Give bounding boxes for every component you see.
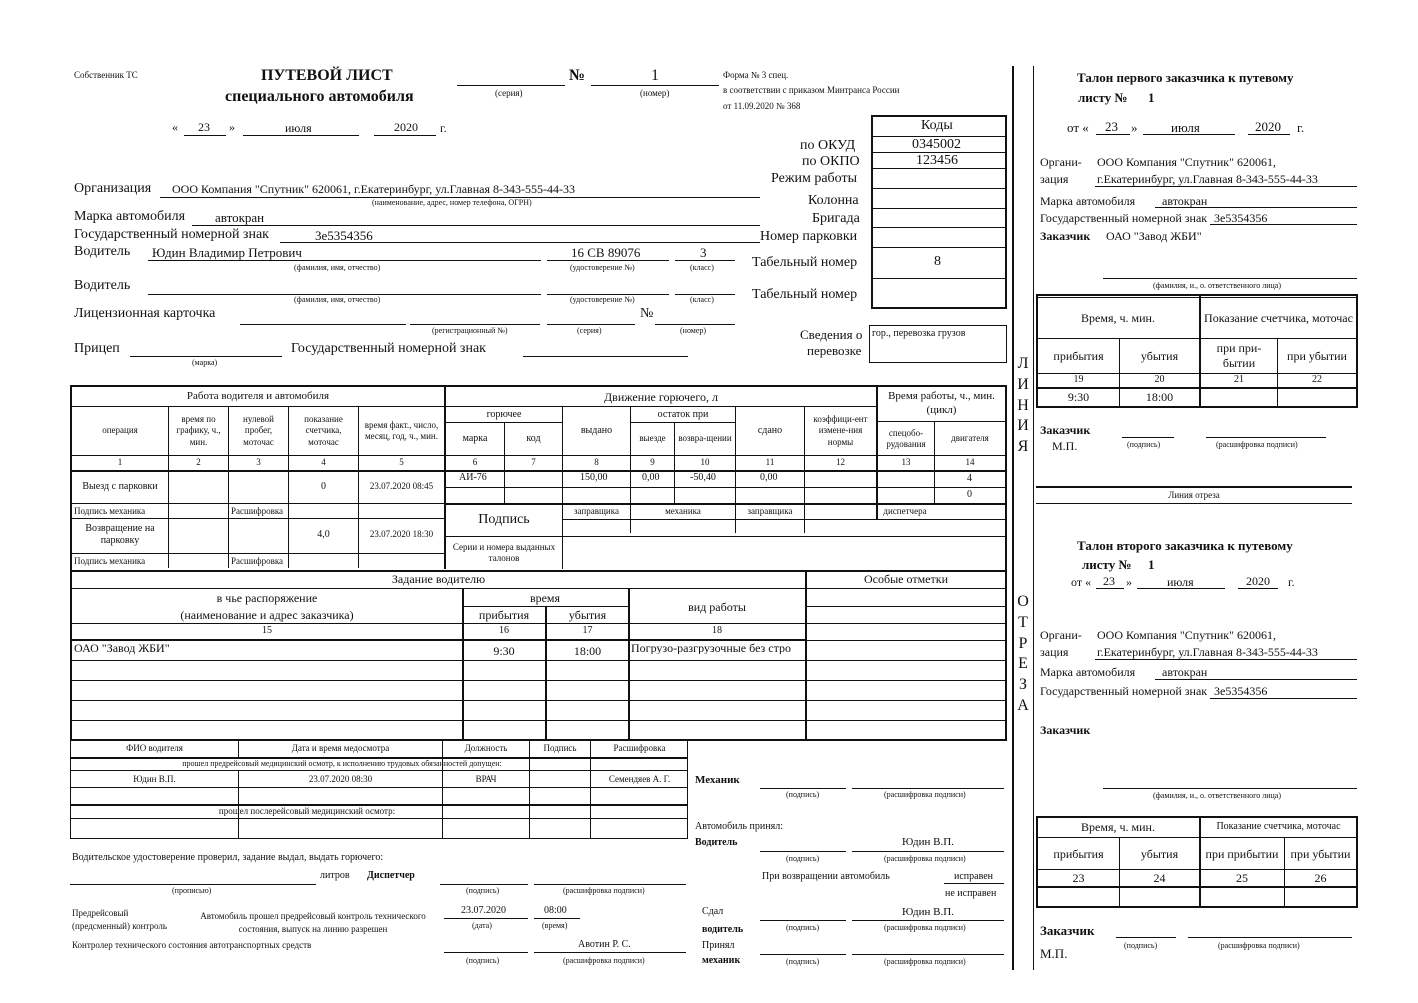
- med-h-position: Должность: [464, 743, 508, 754]
- task-departure: 18:00: [573, 644, 602, 658]
- mech-dec-hint: (расшифровка подписи): [884, 790, 966, 799]
- fuel-sign-label: Подпись: [478, 512, 530, 528]
- stub2-col-26: 26: [1314, 870, 1327, 885]
- pretrip-label-1: Предрейсовый: [72, 908, 129, 918]
- h-schedule: время по графику, ч., мин.: [176, 414, 221, 447]
- col-1: 1: [117, 457, 123, 468]
- cut-letter: Л: [1017, 355, 1029, 372]
- driver-value: Юдин Владимир Петрович: [152, 245, 302, 260]
- license-card-no: №: [640, 306, 654, 321]
- driver-accept-name: Юдин В.П.: [902, 836, 954, 848]
- col-7: 7: [531, 457, 536, 468]
- cut-letter: А: [1017, 696, 1029, 714]
- liters-label: литров: [320, 870, 350, 881]
- stub1-col-21: 21: [1234, 373, 1244, 385]
- date-month: июля: [285, 121, 312, 135]
- stub2-h-arrival: прибытия: [1053, 846, 1104, 861]
- handed-dec-hint: (расшифровка подписи): [884, 923, 966, 932]
- year-line: [374, 135, 436, 136]
- title-sub: специального автомобиля: [225, 88, 414, 105]
- stub1-col-22: 22: [1312, 373, 1322, 385]
- h-issued: выдано: [580, 424, 613, 436]
- carrier-value: гор., перевозка грузов: [872, 328, 966, 339]
- stub1-year: 2020: [1255, 119, 1281, 134]
- plate-value: 3е5354356: [315, 228, 373, 243]
- sign-fueler-1: заправщика: [574, 505, 619, 516]
- stub1-from: от «: [1067, 120, 1089, 135]
- h-zero-mileage: нулевой пробег, моточас: [243, 414, 274, 447]
- controller-label: Контролер технического состояния автотранспортных средств: [72, 940, 312, 950]
- engine-value-2: 0: [967, 489, 972, 500]
- h-code: код: [526, 432, 541, 444]
- col-9: 9: [650, 457, 655, 468]
- stub1-org-label-2: зация: [1040, 172, 1069, 186]
- return-time: 23.07.2020 18:30: [369, 529, 434, 540]
- stub1-col-19: 19: [1073, 373, 1084, 385]
- stub1-stamp: М.П.: [1052, 439, 1078, 453]
- stub1-h-meter-arrival: при при-бытии: [1216, 341, 1262, 370]
- exit-meter: 0: [321, 480, 326, 492]
- date-hint: (дата): [472, 921, 492, 930]
- stub1-h-time: Время, ч. мин.: [1081, 310, 1155, 325]
- stub1-number: 1: [1148, 90, 1155, 105]
- stub2-h-meter-departure: при убытии: [1290, 846, 1351, 861]
- car-value: автокран: [215, 210, 265, 225]
- med-date: 23.07.2020 08:30: [308, 774, 373, 784]
- task-title: Задание водителю: [391, 572, 486, 586]
- col-8: 8: [594, 457, 599, 468]
- stub1-car-value: автокран: [1162, 194, 1208, 208]
- stub2-year: 2020: [1246, 574, 1270, 588]
- driver-accept-label: Водитель: [695, 837, 738, 848]
- org-hint: (наименование, адрес, номер телефона, ОГРН): [372, 198, 532, 207]
- fuel-brand: АИ-76: [459, 472, 487, 483]
- stub2-h-departure: убытия: [1140, 846, 1179, 861]
- stub1-day: 23: [1105, 119, 1118, 134]
- sign-mechanic: механика: [665, 505, 701, 516]
- med-h-sign: Подпись: [543, 743, 577, 754]
- cut-letter: И: [1017, 375, 1029, 393]
- stub1-h-arrival: прибытия: [1053, 348, 1104, 363]
- on-return-label: При возвращении автомобиль: [762, 871, 890, 882]
- stub1-h-meter-departure: при убытии: [1287, 348, 1347, 363]
- stub1-title-1: Талон первого заказчика к путевому: [1077, 70, 1294, 85]
- med-doctor: Семендяев А. Г.: [608, 774, 671, 784]
- stub1-org-label-1: Органи-: [1040, 155, 1082, 169]
- decode-1: Расшифровка: [231, 506, 284, 516]
- pretrip-time: 08:00: [544, 905, 567, 916]
- stub1-departure: 18:00: [1145, 390, 1174, 404]
- handed-name: Юдин В.П.: [902, 906, 954, 918]
- reg-hint: (регистрационный №): [432, 326, 508, 335]
- return-row-label: Возвращение на парковку: [85, 522, 155, 546]
- parking-label: Номер парковки: [760, 229, 858, 244]
- col-6: 6: [472, 457, 478, 468]
- col-13: 13: [901, 457, 911, 468]
- col-5: 5: [399, 457, 404, 468]
- col-10: 10: [700, 457, 710, 468]
- class-hint-1: (класс): [690, 263, 714, 272]
- h-rest: остаток при: [657, 408, 709, 420]
- col-3: 3: [256, 457, 261, 468]
- time-hint: (время): [542, 921, 568, 930]
- series-hint: (серия): [495, 88, 523, 98]
- mech-sign-1: Подпись механика: [74, 506, 146, 516]
- stub2-number: 1: [1148, 557, 1155, 572]
- worktime-title: Время работы, ч., мин. (цикл): [888, 390, 995, 416]
- regime-label: Режим работы: [771, 171, 858, 186]
- car-label: Марка автомобиля: [74, 209, 186, 224]
- stub1-customer-sign-label: Заказчик: [1040, 423, 1091, 437]
- carrier-label-2: перевозке: [807, 343, 862, 358]
- number-hint: (номер): [640, 88, 670, 98]
- stub1-dec-hint: (расшифровка подписи): [1216, 440, 1298, 449]
- stub1-plate-value: 3е5354356: [1214, 211, 1268, 225]
- received-sign-hint: (подпись): [786, 957, 820, 966]
- dispatcher-label: Диспетчер: [367, 870, 415, 881]
- h-customer-1: в чье распоряжение: [216, 591, 318, 605]
- col-11: 11: [765, 457, 775, 468]
- number-line: [591, 85, 719, 86]
- stub2-sign-hint: (подпись): [1124, 941, 1158, 950]
- h-operation: операция: [102, 425, 138, 436]
- stub2-h-meter-arrival: при прибытии: [1205, 846, 1279, 861]
- driver-dec-hint: (расшифровка подписи): [884, 854, 966, 863]
- cut-letter: И: [1017, 417, 1029, 435]
- med-fio: Юдин В.П.: [133, 774, 176, 784]
- received-dec-hint: (расшифровка подписи): [884, 957, 966, 966]
- mechanic-label: Механик: [695, 774, 740, 786]
- ctrl-sign-hint: (подпись): [466, 956, 500, 965]
- col-4: 4: [321, 457, 326, 468]
- h-customer-2: (наименование и адрес заказчика): [180, 608, 354, 622]
- engine-value-1: 4: [967, 473, 972, 484]
- accepted-label: Автомобиль принял:: [695, 821, 783, 832]
- coupons-label: Серии и номера выданных талонов: [452, 541, 556, 563]
- h-time: время: [529, 590, 561, 605]
- stub2-h-time: Время, ч. мин.: [1081, 819, 1155, 834]
- fuel-handed: 0,00: [760, 472, 778, 483]
- org-label: Организация: [74, 181, 152, 196]
- fuel-rest-back: -50,40: [690, 472, 716, 483]
- carrier-label-1: Сведения о: [800, 327, 863, 342]
- cert-hint-1: (удостоверение №): [570, 263, 635, 272]
- exit-time: 23.07.2020 08:45: [369, 481, 434, 492]
- date-quote-open: «: [172, 120, 178, 134]
- stub1-customer-label: Заказчик: [1040, 229, 1091, 243]
- cut-letter: Я: [1017, 438, 1029, 456]
- cut-letter: Н: [1017, 396, 1029, 414]
- col-17: 17: [582, 624, 593, 636]
- stub2-org-value-2: г.Екатеринбург, ул.Главная 8-343-555-44-33: [1097, 645, 1318, 659]
- cut-line-horizontal: [1036, 486, 1352, 488]
- med-h-decode: Расшифровка: [613, 743, 666, 754]
- words-hint: (прописью): [172, 886, 212, 895]
- make-hint: (марка): [192, 358, 218, 367]
- disp-dec-hint: (расшифровка подписи): [563, 886, 645, 895]
- col-2: 2: [196, 457, 201, 468]
- stub2-org-label-2: зация: [1040, 645, 1069, 659]
- stub2-customer-label: Заказчик: [1040, 723, 1091, 737]
- col-14: 14: [965, 457, 975, 468]
- h-engine: двигателя: [951, 433, 989, 444]
- stub2-fio-hint: (фамилия, и., о. ответственного лица): [1153, 791, 1281, 800]
- med-h-fio: ФИО водителя: [126, 743, 183, 754]
- waybill-number: 1: [651, 67, 659, 84]
- number-sign: №: [569, 67, 586, 84]
- cut-letter: З: [1018, 676, 1027, 694]
- return-meter: 4,0: [317, 528, 330, 540]
- org-value: ООО Компания "Спутник" 620061, г.Екатеринбург, ул.Главная 8-343-555-44-33: [172, 182, 575, 196]
- stub2-customer-sign-label: Заказчик: [1040, 923, 1095, 938]
- column-label: Колонна: [808, 193, 859, 208]
- col-12: 12: [836, 457, 845, 468]
- cut-line-label: [1013, 354, 1033, 458]
- fio-hint-1: (фамилия, имя, отчество): [294, 263, 381, 272]
- stub2-quote-close: »: [1126, 575, 1132, 589]
- passed-text-1: Автомобиль прошел предрейсовый контроль технического: [200, 911, 426, 921]
- h-rest-back: возвра-щении: [678, 433, 732, 444]
- mech-sign-2: Подпись механика: [74, 556, 146, 566]
- stub1-car-label: Марка автомобиля: [1040, 194, 1136, 208]
- license-card-label: Лицензионная карточка: [74, 306, 216, 321]
- passed-text-2: состояния, выпуск на линию разрешен: [238, 924, 388, 934]
- checked-text: Водительское удостоверение проверил, задание выдал, выдать горючего:: [72, 852, 384, 863]
- med-h-date: Дата и время медосмотра: [291, 743, 390, 754]
- stub2-org-value-1: ООО Компания "Спутник" 620061,: [1097, 628, 1277, 642]
- fuel-issued: 150,00: [580, 472, 608, 483]
- class-value: 3: [700, 245, 707, 260]
- date-quote-close: »: [229, 120, 235, 134]
- num-hint-card: (номер): [680, 326, 707, 335]
- cut-line-text: Линия отреза: [1168, 490, 1220, 500]
- handed-label-2: водитель: [702, 924, 744, 935]
- date-year: 2020: [394, 120, 418, 134]
- form-line1: Форма № 3 спец.: [723, 70, 789, 80]
- h-departure: убытия: [568, 607, 607, 622]
- stub2-dec-hint: (расшифровка подписи): [1218, 941, 1300, 950]
- date-year-suffix: г.: [440, 121, 447, 135]
- stub2-col-24: 24: [1153, 870, 1166, 885]
- okud-value: 0345002: [912, 137, 961, 152]
- handed-label-1: Сдал: [702, 906, 724, 917]
- driver-label: Водитель: [74, 244, 131, 259]
- condition-not-ok: не исправен: [945, 888, 997, 899]
- stub1-title-2: листу №: [1078, 90, 1128, 105]
- work-title: Работа водителя и автомобиля: [186, 390, 330, 403]
- notes-title: Особые отметки: [864, 572, 948, 586]
- cut-letter: Т: [1018, 613, 1028, 631]
- stub2-title-2: листу №: [1082, 557, 1132, 572]
- okud-label: по ОКУД: [800, 138, 856, 153]
- stub2-title-1: Талон второго заказчика к путевому: [1077, 538, 1293, 553]
- controller-name: Авотин Р. С.: [578, 939, 631, 950]
- owner-label: Собственник ТС: [74, 70, 138, 80]
- stub1-fio-hint: (фамилия, и., о. ответственного лица): [1153, 281, 1281, 290]
- stub2-org-label-1: Органи-: [1040, 628, 1082, 642]
- stub1-org-value-1: ООО Компания "Спутник" 620061,: [1097, 155, 1277, 169]
- exit-row-label: Выезд с парковки: [82, 480, 158, 492]
- fio-hint-2: (фамилия, имя, отчество): [294, 295, 381, 304]
- h-handed: сдано: [757, 424, 783, 436]
- ctrl-dec-hint: (расшифровка подписи): [563, 956, 645, 965]
- trailer-plate-label: Государственный номерной знак: [291, 341, 486, 356]
- stub2-car-value: автокран: [1162, 665, 1208, 679]
- trailer-label: Прицеп: [74, 341, 120, 356]
- condition-ok: исправен: [954, 871, 994, 882]
- h-brand: марка: [462, 432, 488, 444]
- med-position: ВРАЧ: [475, 774, 497, 784]
- stub2-car-label: Марка автомобиля: [1040, 665, 1136, 679]
- class-hint-2: (класс): [690, 295, 714, 304]
- stub2-col-25: 25: [1236, 870, 1248, 885]
- disp-sign-hint: (подпись): [466, 886, 500, 895]
- h-fact-time: время факт., число, месяц, год, ч., мин.: [364, 419, 439, 441]
- codes-title: Коды: [921, 118, 953, 133]
- pretrip-date: 23.07.2020: [461, 905, 506, 916]
- month-line: [243, 135, 359, 136]
- form-line2: в соответствии с приказом Минтранса России: [723, 85, 900, 95]
- stub-border: [1033, 66, 1034, 970]
- stub1-sign-hint: (подпись): [1127, 440, 1161, 449]
- stub1-month: июля: [1171, 120, 1200, 135]
- stub1-h-meter: Показание счетчика, моточас: [1204, 310, 1353, 325]
- cut-line-vertical: [1012, 66, 1014, 970]
- med-posttrip-text: прошел послерейсовый медицинский осмотр:: [218, 806, 396, 816]
- task-customer: ОАО "Завод ЖБИ": [74, 641, 170, 655]
- cut-letter: Р: [1018, 634, 1028, 652]
- okpo-value: 123456: [916, 153, 958, 168]
- stub1-quote-close: »: [1131, 120, 1138, 135]
- cut-otreza-label: [1013, 592, 1033, 717]
- handed-sign-hint: (подпись): [786, 923, 820, 932]
- stub1-customer-value: ОАО "Завод ЖБИ": [1106, 229, 1202, 243]
- cut-letter: Е: [1018, 655, 1028, 673]
- stub1-h-departure: убытия: [1140, 348, 1179, 363]
- mech-sign-hint: (подпись): [786, 790, 820, 799]
- brigade-label: Бригада: [812, 211, 860, 226]
- h-meter: показание счетчика, моточас: [304, 414, 343, 447]
- cut-letter: О: [1017, 593, 1029, 610]
- decode-2: Расшифровка: [231, 556, 284, 566]
- okpo-label: по ОКПО: [802, 154, 860, 169]
- stub2-year-suffix: г.: [1288, 575, 1295, 589]
- series-line: [457, 85, 565, 86]
- series-hint-card: (серия): [577, 326, 602, 335]
- received-label-1: Принял: [702, 940, 735, 951]
- col-18: 18: [712, 624, 722, 636]
- driver-sign-hint: (подпись): [786, 854, 820, 863]
- license-value: 16 СВ 89076: [571, 245, 641, 260]
- tab-number-label-1: Табельный номер: [752, 255, 858, 270]
- stub2-month: июля: [1167, 575, 1194, 589]
- sign-fueler-2: заправщика: [747, 505, 793, 516]
- task-arrival: 9:30: [493, 644, 515, 658]
- task-work-kind: Погрузо-разгрузочные без стро: [631, 642, 792, 654]
- col-15: 15: [262, 624, 272, 636]
- h-work-kind: вид работы: [688, 599, 746, 614]
- sign-dispatcher: диспетчера: [883, 505, 927, 516]
- stub1-arrival: 9:30: [1067, 390, 1090, 404]
- h-coef: коэффици-ент измене-ния нормы: [813, 414, 868, 447]
- stub2-from: от «: [1071, 575, 1092, 589]
- h-special: спецобо-рудования: [886, 427, 926, 449]
- fuel-title: Движение горючего, л: [603, 389, 718, 404]
- day-line: [184, 135, 226, 136]
- tab-number-value-1: 8: [934, 254, 941, 269]
- stub2-col-23: 23: [1072, 870, 1085, 885]
- col-16: 16: [499, 624, 509, 636]
- stub2-h-meter: Показание счетчика, моточас: [1216, 820, 1341, 832]
- stub2-stamp: М.П.: [1040, 946, 1068, 961]
- title-main: ПУТЕВОЙ ЛИСТ: [261, 67, 393, 84]
- stub1-plate-label: Государственный номерной знак: [1040, 211, 1208, 225]
- med-pretrip-text: прошел предрейсовый медицинский осмотр, к исполнению трудовых обязанностей допущен:: [182, 759, 502, 768]
- plate-label: Государственный номерной знак: [74, 227, 269, 242]
- tab-number-label-2: Табельный номер: [752, 287, 858, 302]
- cert-hint-2: (удостоверение №): [570, 295, 635, 304]
- pretrip-label-2: (предсменный) контроль: [72, 921, 167, 931]
- stub2-day: 23: [1103, 574, 1115, 588]
- stub1-org-value-2: г.Екатеринбург, ул.Главная 8-343-555-44-33: [1097, 172, 1318, 186]
- stub1-col-20: 20: [1154, 373, 1165, 385]
- fuel-rest-out: 0,00: [642, 472, 660, 483]
- stub2-plate-label: Государственный номерной знак: [1040, 684, 1208, 698]
- received-label-2: механик: [702, 955, 741, 966]
- h-fuel: горючее: [486, 408, 522, 420]
- date-day: 23: [198, 120, 210, 134]
- h-rest-out: выезде: [639, 433, 666, 444]
- stub1-year-suffix: г.: [1297, 120, 1305, 135]
- h-arrival: прибытия: [478, 607, 530, 622]
- driver2-label: Водитель: [74, 278, 131, 293]
- form-line3: от 11.09.2020 № 368: [723, 101, 801, 111]
- stub2-plate-value: 3е5354356: [1214, 684, 1268, 698]
